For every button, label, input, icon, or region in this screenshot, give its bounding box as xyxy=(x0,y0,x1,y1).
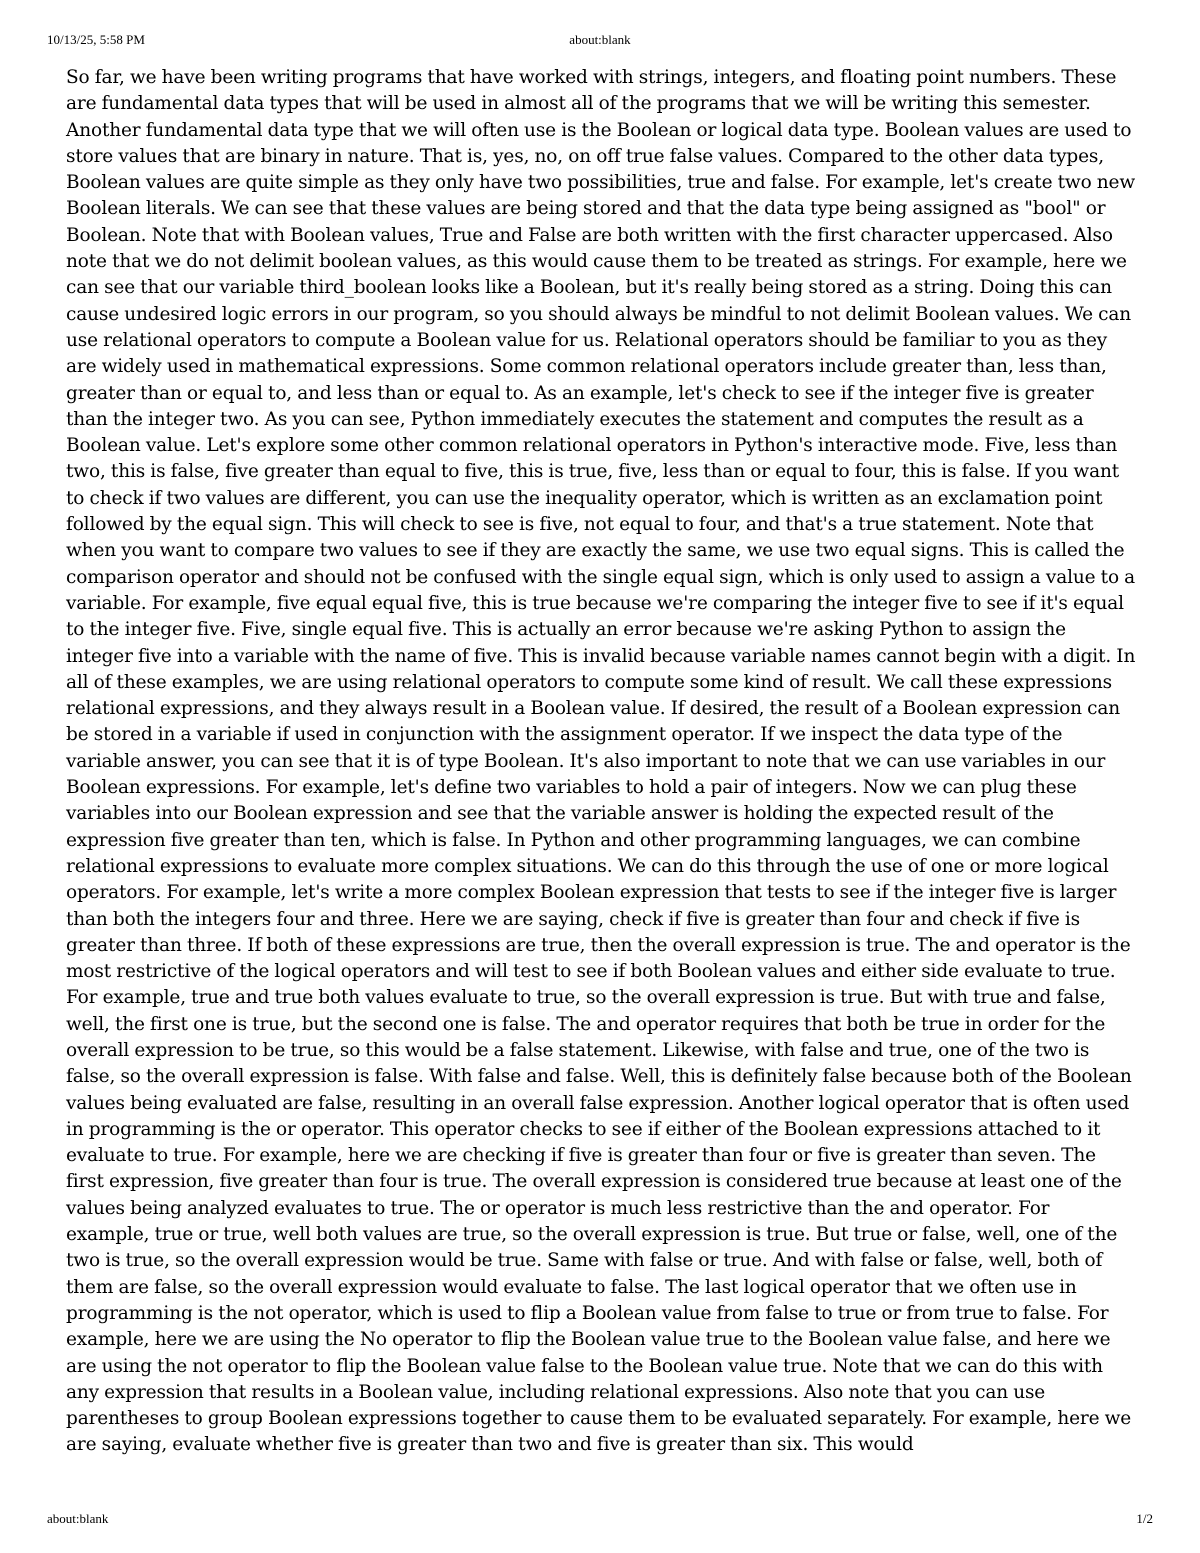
footer-page-url: about:blank xyxy=(47,1511,109,1526)
print-page-url: about:blank xyxy=(569,32,631,47)
print-footer xyxy=(47,1509,1153,1529)
print-datetime: 10/13/25, 5:58 PM xyxy=(47,32,145,47)
print-header xyxy=(47,30,1153,50)
transcript-paragraph: So far, we have been writing programs that have worked with strings, integers, and floating point numbers. These are fundamental data types that will be used in almost all of the programs that we will be writing this semester. Another fundamental data type that we will often use is the Boolean or logical data type. Boolean values are used to store values that are binary in nature. That is, yes, no, on off true false values. Compared to the other data types, Boolean values are quite simple as they only have two possibilities, true and false. For example, let's create two new Boolean literals. We can see that these values are being stored and that the data type being assigned as "bool" or Boolean. Note that with Boolean values, True and False are both written with the first character uppercased. Also note that we do not delimit boolean values, as this would cause them to be treated as strings. For example, here we can see that our variable third_boolean looks like a Boolean, but it's really being stored as a string. Doing this can cause undesired logic errors in our program, so you should always be mindful to not delimit Boolean values. We can use relational operators to compute a Boolean value for us. Relational operators should be familiar to you as they are widely used in mathematical expressions. Some common relational operators include greater than, less than, greater than or equal to, and less than or equal to. As an example, let's check to see if the integer five is greater than the integer two. As you can see, Python immediately executes the statement and computes the result as a Boolean value. Let's explore some other common relational operators in Python's interactive mode. Five, less than two, this is false, five greater than equal to five, this is true, five, less than or equal to four, this is false. If you want to check if two values are different, you can use the inequality operator, which is written as an exclamation point followed by the equal sign. This will check to see is five, not equal to four, and that's a true statement. Note that when you want to compare two values to see if they are exactly the same, we use two equal signs. This is called the comparison operator and should not be confused with the single equal sign, which is only used to assign a value to a variable. For example, five equal equal five, this is true because we're comparing the integer five to see if it's equal to the integer five. Five, single equal five. This is actually an error because we're asking Python to assign the integer five into a variable with the name of five. This is invalid because variable names cannot begin with a digit. In all of these examples, we are using relational operators to compute some kind of result. We call these expressions relational expressions, and they always result in a Boolean value. If desired, the result of a Boolean expression can be stored in a variable if used in conjunction with the assignment operator. If we inspect the data type of the variable answer, you can see that it is of type Boolean. It's also important to note that we can use variables in our Boolean expressions. For example, let's define two variables to hold a pair of integers. Now we can plug these variables into our Boolean expression and see that the variable answer is holding the expected result of the expression five greater than ten, which is false. In Python and other programming languages, we can combine relational expressions to evaluate more complex situations. We can do this through the use of one or more logical operators. For example, let's write a more complex Boolean expression that tests to see if the integer five is larger than both the integers four and three. Here we are saying, check if five is greater than four and check if five is greater than three. If both of these expressions are true, then the overall expression is true. The and operator is the most restrictive of the logical operators and will test to see if both Boolean values and either side evaluate to true. For example, true and true both values evaluate to true, so the overall expression is true. But with true and false, well, the first one is true, but the second one is false. The and operator requires that both be true in order for the overall expression to be true, so this would be a false statement. Likewise, with false and true, one of the two is false, so the overall expression is false. With false and false. Well, this is definitely false because both of the Boolean values being evaluated are false, resulting in an overall false expression. Another logical operator that is often used in programming is the or operator. This operator checks to see if either of the Boolean expressions attached to it evaluate to true. For example, here we are checking if five is greater than four or five is greater than seven. The first expression, five greater than four is true. The overall expression is considered true because at least one of the values being analyzed evaluates to true. The or operator is much less restrictive than the and operator. For example, true or true, well both values are true, so the overall expression is true. But true or false, well, one of the two is true, so the overall expression would be true. Same with false or true. And with false or false, well, both of them are false, so the overall expression would evaluate to false. The last logical operator that we often use in programming is the not operator, which is used to flip a Boolean value from false to true or from true to false. For example, here we are using the No operator to flip the Boolean value true to the Boolean value false, and here we are using the not operator to flip the Boolean value false to the Boolean value true. Note that we can do this with any expression that results in a Boolean value, including relational expressions. Also note that you can use parentheses to group Boolean expressions together to cause them to be evaluated separately. For example, here we are saying, evaluate whether five is greater than two and five is greater than six. This would xyxy=(66,67,1136,1456)
page-number: 1/2 xyxy=(1136,1511,1153,1526)
